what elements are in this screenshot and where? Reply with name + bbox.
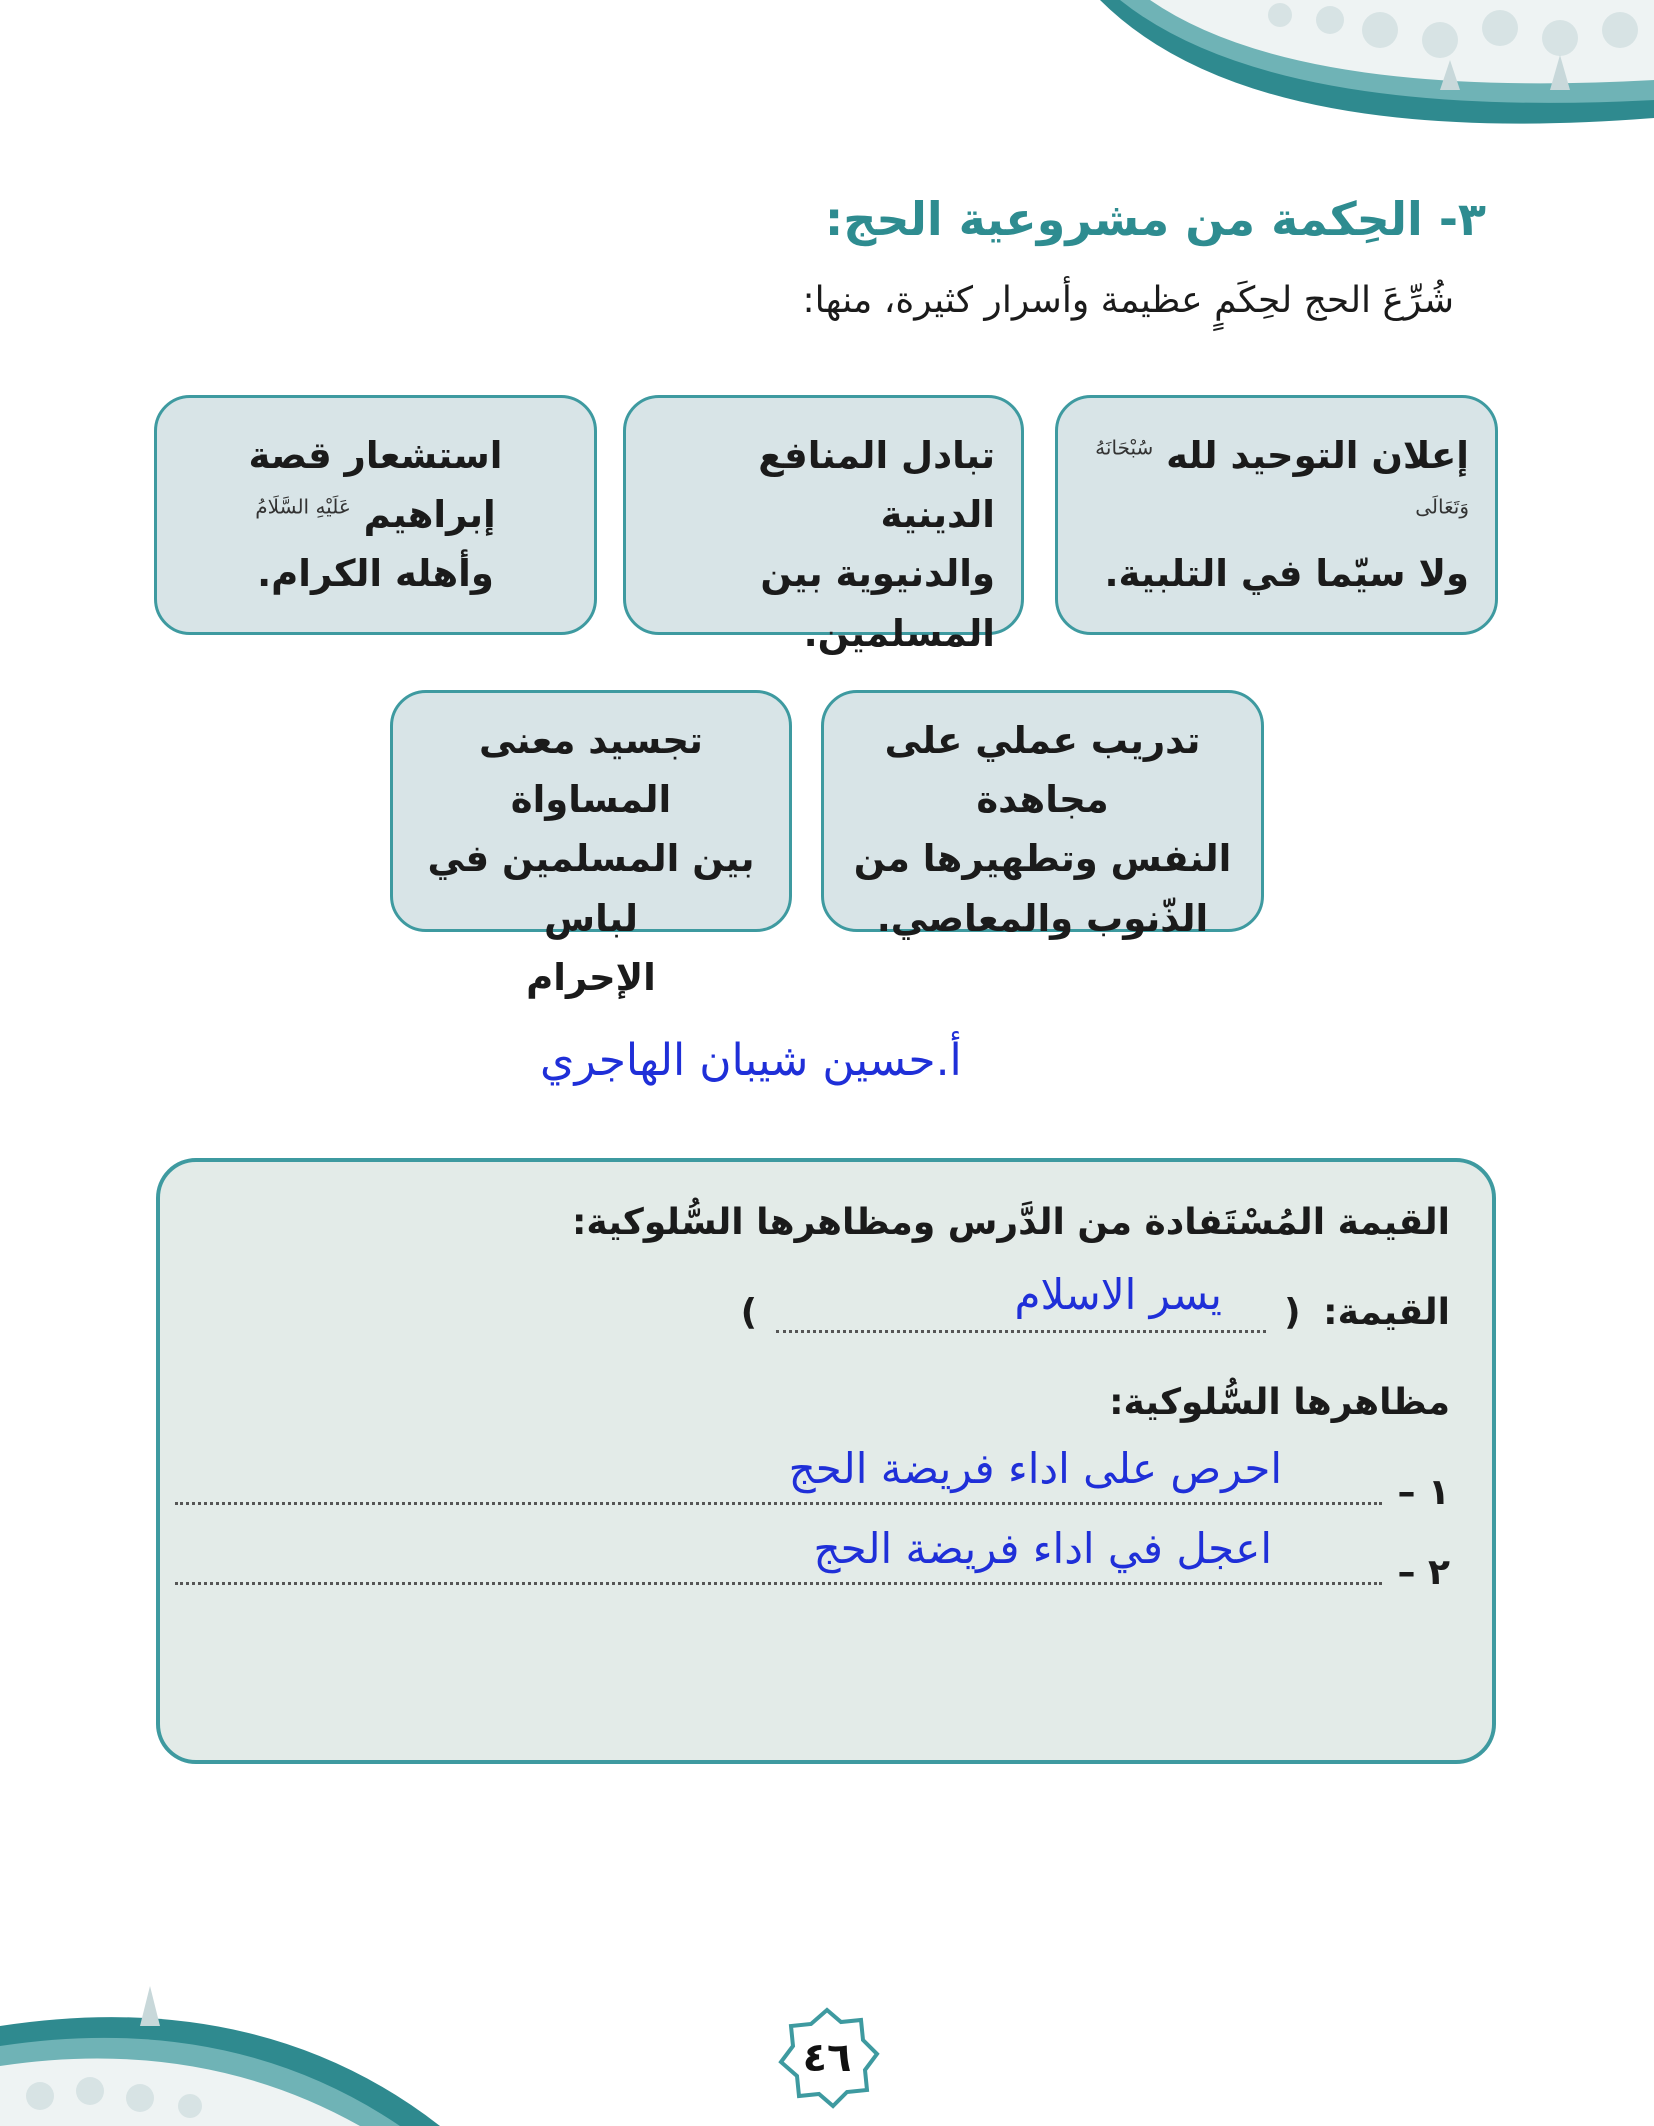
card-text: النفس وتطهيرها من [853,837,1232,881]
wisdom-card-equality [390,690,792,999]
card-text: إعلان التوحيد لله [1166,434,1469,477]
card-text: وأهله الكرام. [257,552,494,596]
card-text: الإحرام [526,955,656,999]
section-intro: شُرِّعَ الحج لحِكَمٍ عظيمة وأسرار كثيرة، منها: [802,280,1454,321]
top-decoration [1080,0,1654,150]
behavior-item-2-line[interactable] [175,1582,1382,1585]
behavior-item-2-answer: اعجل في اداء فريضة الحج [813,1524,1272,1573]
behaviors-label: مظاهرها السُّلوكية: [1109,1382,1450,1423]
behavior-item-1-number: ١ – [1397,1472,1450,1513]
behavior-item-1-answer: احرص على اداء فريضة الحج [788,1444,1282,1493]
value-label: القيمة: [1323,1292,1450,1333]
card-text: تبادل المنافع الدينية [758,434,995,537]
value-box-heading: القيمة المُسْتَفادة من الدَّرس ومظاهرها السُّلوكية: [571,1202,1450,1243]
behavior-item-2-number: ٢ – [1397,1552,1450,1593]
section-title: ٣- الحِكمة من مشروعية الحج: [824,192,1486,246]
card-text: تدريب عملي على مجاهدة [884,719,1201,822]
open-paren: ( [1284,1292,1301,1333]
bottom-decoration [0,1966,440,2126]
wisdom-card-tawheed [1055,395,1498,635]
card-text: بين المسلمين في لباس [427,837,755,940]
wisdom-card-ibrahim [154,395,597,635]
wisdom-card-self-discipline [821,690,1264,940]
behavior-item-1-line[interactable] [175,1502,1382,1505]
honorific-glyph: سُبْحَانَهُ وَتَعَالَى [1095,435,1469,519]
card-text: ولا سيّما في التلبية. [1104,552,1469,596]
lesson-value-box [156,1158,1496,1764]
honorific-glyph: عَلَيْهِ السَّلَامُ [255,494,351,519]
page-number: ٤٦ [802,2035,852,2081]
close-paren: ) [740,1292,758,1333]
card-text: والدنيوية بين المسلمين. [760,552,995,655]
card-text: تجسيد معنى المساواة [479,719,703,822]
wisdom-card-benefits [623,395,1024,655]
card-text: الذّنوب والمعاصي. [876,896,1209,940]
author-name: أ.حسين شيبان الهاجري [540,1035,962,1086]
value-answer: يسر الاسلام [1014,1270,1222,1319]
card-text: استشعار قصة إبراهيم [248,434,503,537]
